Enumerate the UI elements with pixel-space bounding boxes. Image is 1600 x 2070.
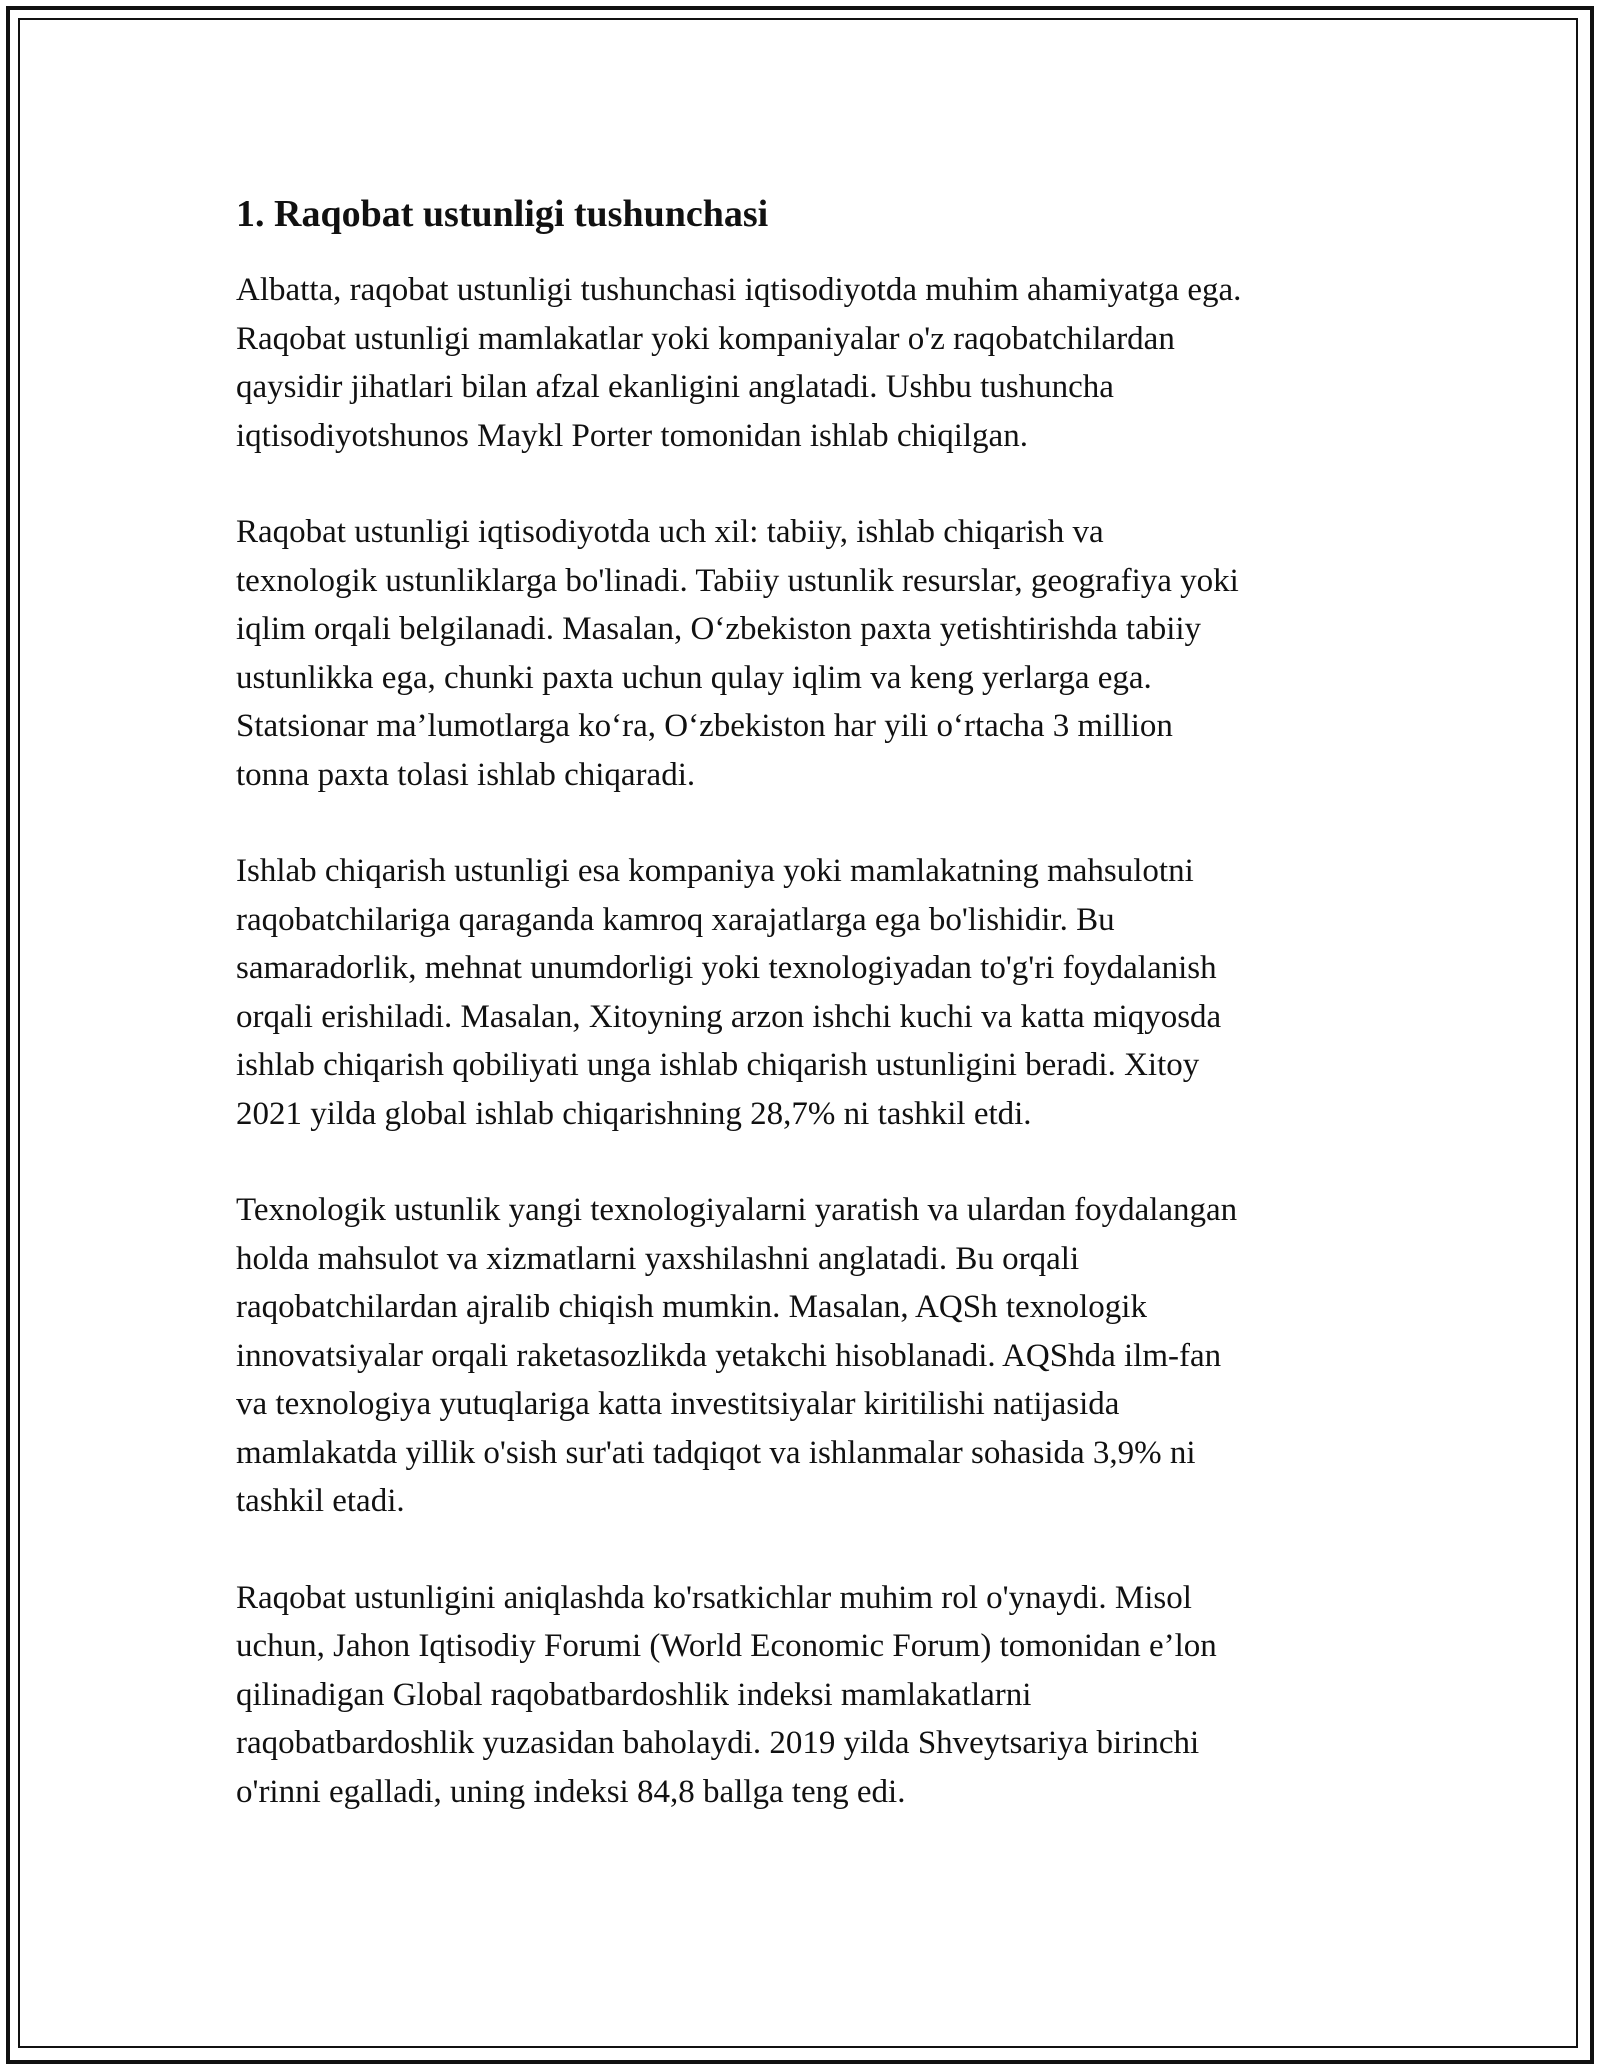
paragraph-line: qaysidir jihatlari bilan afzal ekanligini anglatadi. Ushbu tushuncha xyxy=(236,369,1114,405)
paragraph-line: raqobatchilardan ajralib chiqish mumkin. Masalan, AQSh texnologik xyxy=(236,1289,1147,1325)
paragraph-line: holda mahsulot va xizmatlarni yaxshilashni anglatadi. Bu orqali xyxy=(236,1240,1080,1277)
paragraph-line: Raqobat ustunligini aniqlashda ko'rsatkichlar muhim rol o'ynaydi. Misol xyxy=(236,1579,1192,1616)
paragraph-line: texnologik ustunliklarga bo'linadi. Tabiiy ustunlik resurslar, geografiya yoki xyxy=(236,562,1239,599)
paragraph-line: qilinadigan Global raqobatbardoshlik indeksi mamlakatlarni xyxy=(236,1676,1032,1713)
paragraph-line: Texnologik ustunlik yangi texnologiyalarni yaratish va ulardan foydalangan xyxy=(236,1192,1238,1228)
paragraph-line: tonna paxta tolasi ishlab chiqaradi. xyxy=(236,756,696,793)
paragraph-line: 2021 yilda global ishlab chiqarishning 28,7% ni tashkil etdi. xyxy=(236,1095,1032,1132)
paragraph-line: uchun, Jahon Iqtisodiy Forumi (World Economic Forum) tomonidan e’lon xyxy=(236,1628,1217,1664)
paragraph-line: o'rinni egalladi, uning indeksi 84,8 ballga teng edi. xyxy=(236,1773,906,1810)
paragraph-line: Albatta, raqobat ustunligi tushunchasi iqtisodiyotda muhim ahamiyatga ega. xyxy=(236,272,1242,308)
paragraph-technology xyxy=(236,1186,1376,1526)
paragraph-line: tashkil etadi. xyxy=(236,1483,405,1519)
document-body xyxy=(236,184,1376,1864)
paragraph-line: raqobatbardoshlik yuzasidan baholaydi. 2019 yilda Shveytsariya birinchi xyxy=(236,1725,1200,1761)
paragraph-line: iqlim orqali belgilanadi. Masalan, O‘zbekiston paxta yetishtirishda tabiiy xyxy=(236,611,1202,647)
paragraph-intro xyxy=(236,266,1376,460)
section-heading: 1. Raqobat ustunligi tushunchasi xyxy=(236,193,769,235)
paragraph-list xyxy=(236,266,1376,1816)
paragraph-line: mamlakatda yillik o'sish sur'ati tadqiqot va ishlanmalar sohasida 3,9% ni xyxy=(236,1434,1196,1471)
paragraph-line: samaradorlik, mehnat unumdorligi yoki texnologiyadan to'g'ri foydalanish xyxy=(236,950,1217,986)
paragraph-line: ustunlikka ega, chunki paxta uchun qulay iqlim va keng yerlarga ega. xyxy=(236,659,1152,696)
paragraph-line: Statsionar ma’lumotlarga ko‘ra, O‘zbekiston har yili o‘rtacha 3 million xyxy=(236,708,1173,744)
paragraph-line: innovatsiyalar orqali raketasozlikda yetakchi hisoblanadi. AQShda ilm-fan xyxy=(236,1337,1222,1374)
paragraph-line: iqtisodiyotshunos Maykl Porter tomonidan ishlab chiqilgan. xyxy=(236,417,1028,454)
paragraph-production xyxy=(236,847,1376,1138)
paragraph-line: Raqobat ustunligi mamlakatlar yoki kompaniyalar o'z raqobatchilardan xyxy=(236,320,1175,357)
paragraph-line: raqobatchilariga qaraganda kamroq xarajatlarga ega bo'lishidir. Bu xyxy=(236,901,1115,938)
paragraph-indicators xyxy=(236,1574,1376,1817)
paragraph-line: orqali erishiladi. Masalan, Xitoyning arzon ishchi kuchi va katta miqyosda xyxy=(236,998,1222,1035)
paragraph-line: Ishlab chiqarish ustunligi esa kompaniya yoki mamlakatning mahsulotni xyxy=(236,853,1194,889)
paragraph-line: ishlab chiqarish qobiliyati unga ishlab chiqarish ustunligini beradi. Xitoy xyxy=(236,1047,1200,1083)
paragraph-types xyxy=(236,508,1376,799)
paragraph-line: Raqobat ustunligi iqtisodiyotda uch xil: tabiiy, ishlab chiqarish va xyxy=(236,514,1104,550)
paragraph-line: va texnologiya yutuqlariga katta investitsiyalar kiritilishi natijasida xyxy=(236,1386,1120,1422)
